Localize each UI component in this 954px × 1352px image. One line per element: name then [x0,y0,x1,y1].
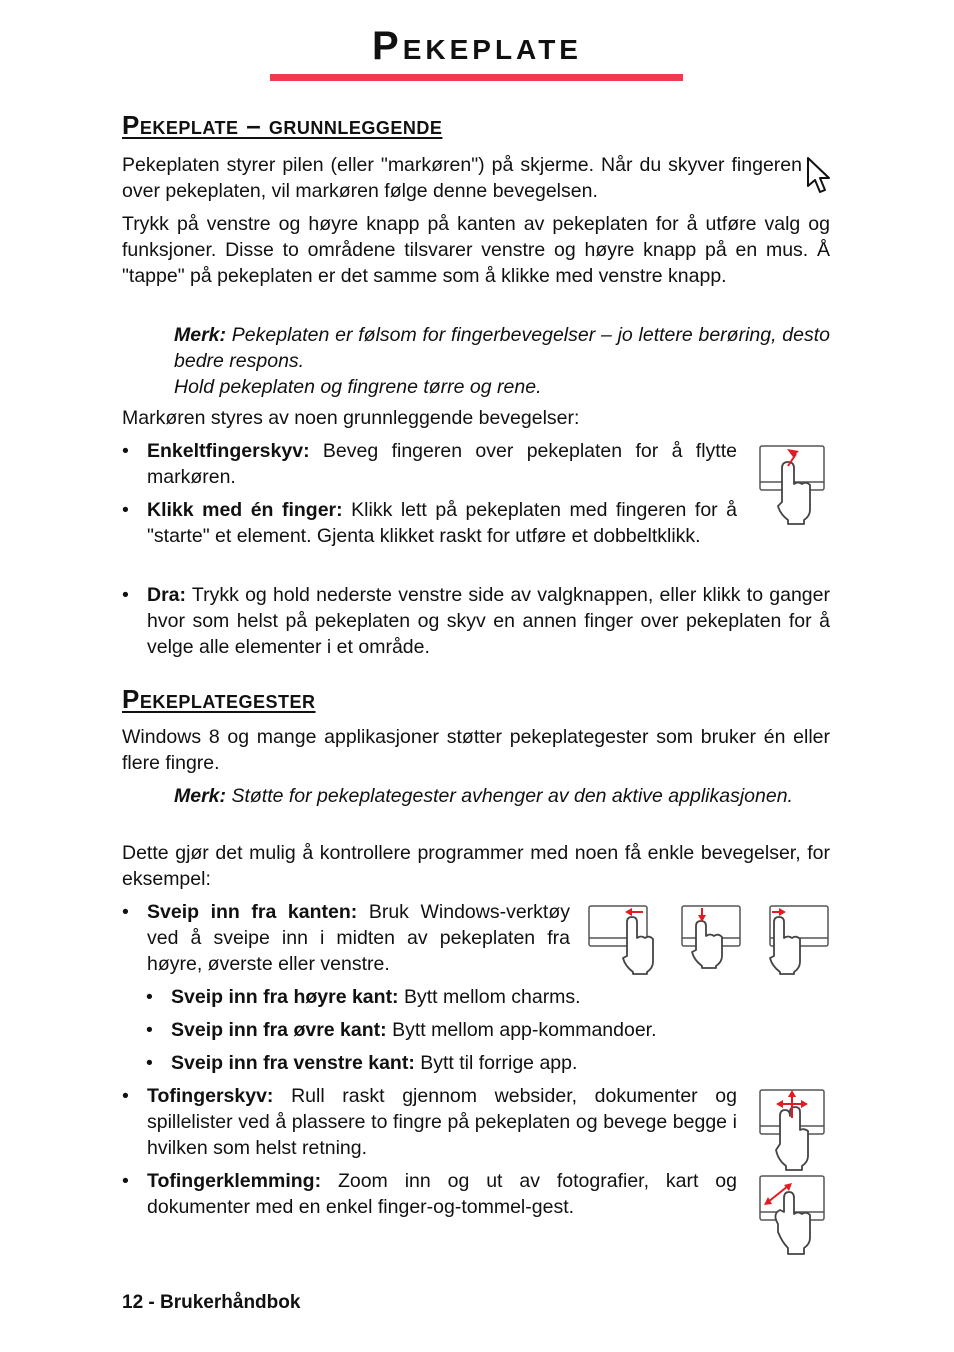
note-sensitivity [174,322,830,374]
swipe-top-edge-icon [680,904,744,970]
list-item: • Tofingerskyv: Rull raskt gjennom websider, dokumenter og spillelister ved å plassere to fingre på pekeplaten og bevege begge i hvilken som helst retning. [122,1085,737,1159]
subitem-text: Bytt mellom app-kommandoer. [386,1019,657,1041]
list-item: • Klikk med én finger: Klikk lett på pekeplaten med fingeren for å "starte" et element. Gjenta klikket raskt for utføre et dobbeltklikk. [122,499,738,547]
item-text: Bruk Windows-verktøy ved å sveipe inn i midten av pekeplaten fra høyre, øverste eller venstre. [147,901,570,975]
paragraph-gestures-intro: Markøren styres av noen grunnleggende bevegelser: [122,407,580,429]
paragraph-buttons: Trykk på venstre og høyre knapp på kanten av pekeplaten for å utføre valg og funksjoner. Disse to områdene tilsvarer venstre og høyre knapp på en mus. Å "tappe" på pekeplaten er det samme som å klikke med venstre knapp. [122,213,830,287]
item-text: Trykk og hold nederste venstre side av valgknappen, eller klikk to ganger hvor som helst på pekeplaten og skyv en annen finger over pekeplaten for å velge alle elementer i et område. [147,584,830,658]
title-underline-bar [270,74,683,81]
note-label: Merk: [174,324,227,346]
section-heading-gestures: Pekeplategester [122,684,316,714]
sub-list-item: • Sveip inn fra øvre kant: Bytt mellom app-kommandoer. [146,1019,657,1041]
page-title: Pekeplate [372,24,582,68]
item-text: Klikk lett på pekeplaten med fingeren for å "starte" et element. Gjenta klikket raskt for utføre et dobbeltklikk. [147,499,738,547]
note-gesture-support [174,783,830,809]
section-heading-basics: Pekeplate – grunnleggende [122,110,443,140]
note-label: Merk: [174,785,227,807]
item-label: Enkeltfingerskyv: [147,440,310,462]
item-label: Klikk med én finger: [147,499,343,521]
subitem-label: Sveip inn fra venstre kant: [171,1052,415,1074]
subitem-label: Sveip inn fra høyre kant: [171,986,399,1008]
list-item: • Sveip inn fra kanten: Bruk Windows-verktøy ved å sveipe inn i midten av pekeplaten fra høyre, øverste eller venstre. [122,901,570,975]
sub-list-item: • Sveip inn fra høyre kant: Bytt mellom charms. [146,986,581,1008]
subitem-label: Sveip inn fra øvre kant: [171,1019,387,1041]
item-text: Zoom inn og ut av fotografier, kart og dokumenter med en enkel finger-og-tommel-gest. [147,1170,737,1218]
subitem-text: Bytt mellom charms. [398,986,581,1008]
sub-list-item: • Sveip inn fra venstre kant: Bytt til forrige app. [146,1052,578,1074]
cursor-arrow-icon [806,156,832,198]
item-label: Tofingerskyv: [147,1085,274,1107]
swipe-right-edge-icon [587,904,659,976]
note-clean: Hold pekeplaten og fingrene tørre og rene. [174,376,542,398]
item-label: Sveip inn fra kanten: [147,901,358,923]
subitem-text: Bytt til forrige app. [414,1052,578,1074]
list-item: • Enkeltfingerskyv: Beveg fingeren over pekeplaten for å flytte markøren. [122,440,737,488]
paragraph-gestures: Windows 8 og mange applikasjoner støtter pekeplategester som bruker én eller flere fingre. [122,726,830,774]
page-footer: 12 - Brukerhåndbok [122,1292,301,1313]
list-item: • Tofingerklemming: Zoom inn og ut av fotografier, kart og dokumenter med en enkel finger-og-tommel-gest. [122,1170,737,1218]
swipe-left-edge-icon [768,904,832,976]
two-finger-scroll-icon [758,1088,826,1172]
note-text: Støtte for pekeplategester avhenger av den aktive applikasjonen. [226,785,793,807]
item-label: Tofingerklemming: [147,1170,322,1192]
item-label: Dra: [147,584,187,606]
item-text: Beveg fingeren over pekeplaten for å flytte markøren. [147,440,737,488]
single-finger-gesture-icon [758,444,826,526]
item-text: Rull raskt gjennom websider, dokumenter og spillelister ved å plassere to fingre på pekeplaten og bevege begge i hvilken som helst retning. [147,1085,737,1159]
list-item: • Dra: Trykk og hold nederste venstre side av valgknappen, eller klikk to ganger hvor som helst på pekeplaten og skyv en annen finger over pekeplaten for å velge alle elementer i et område. [122,584,830,658]
note-text: Pekeplaten er følsom for fingerbevegelser – jo lettere berøring, desto bedre respons. [174,324,830,372]
paragraph-examples: Dette gjør det mulig å kontrollere programmer med noen få enkle bevegelser, for eksempel: [122,842,830,890]
paragraph-intro: Pekeplaten styrer pilen (eller "markøren") på skjerme. Når du skyver fingeren over pekeplaten, vil markøren følge denne bevegelsen. [122,154,802,202]
pinch-zoom-icon [758,1174,826,1256]
